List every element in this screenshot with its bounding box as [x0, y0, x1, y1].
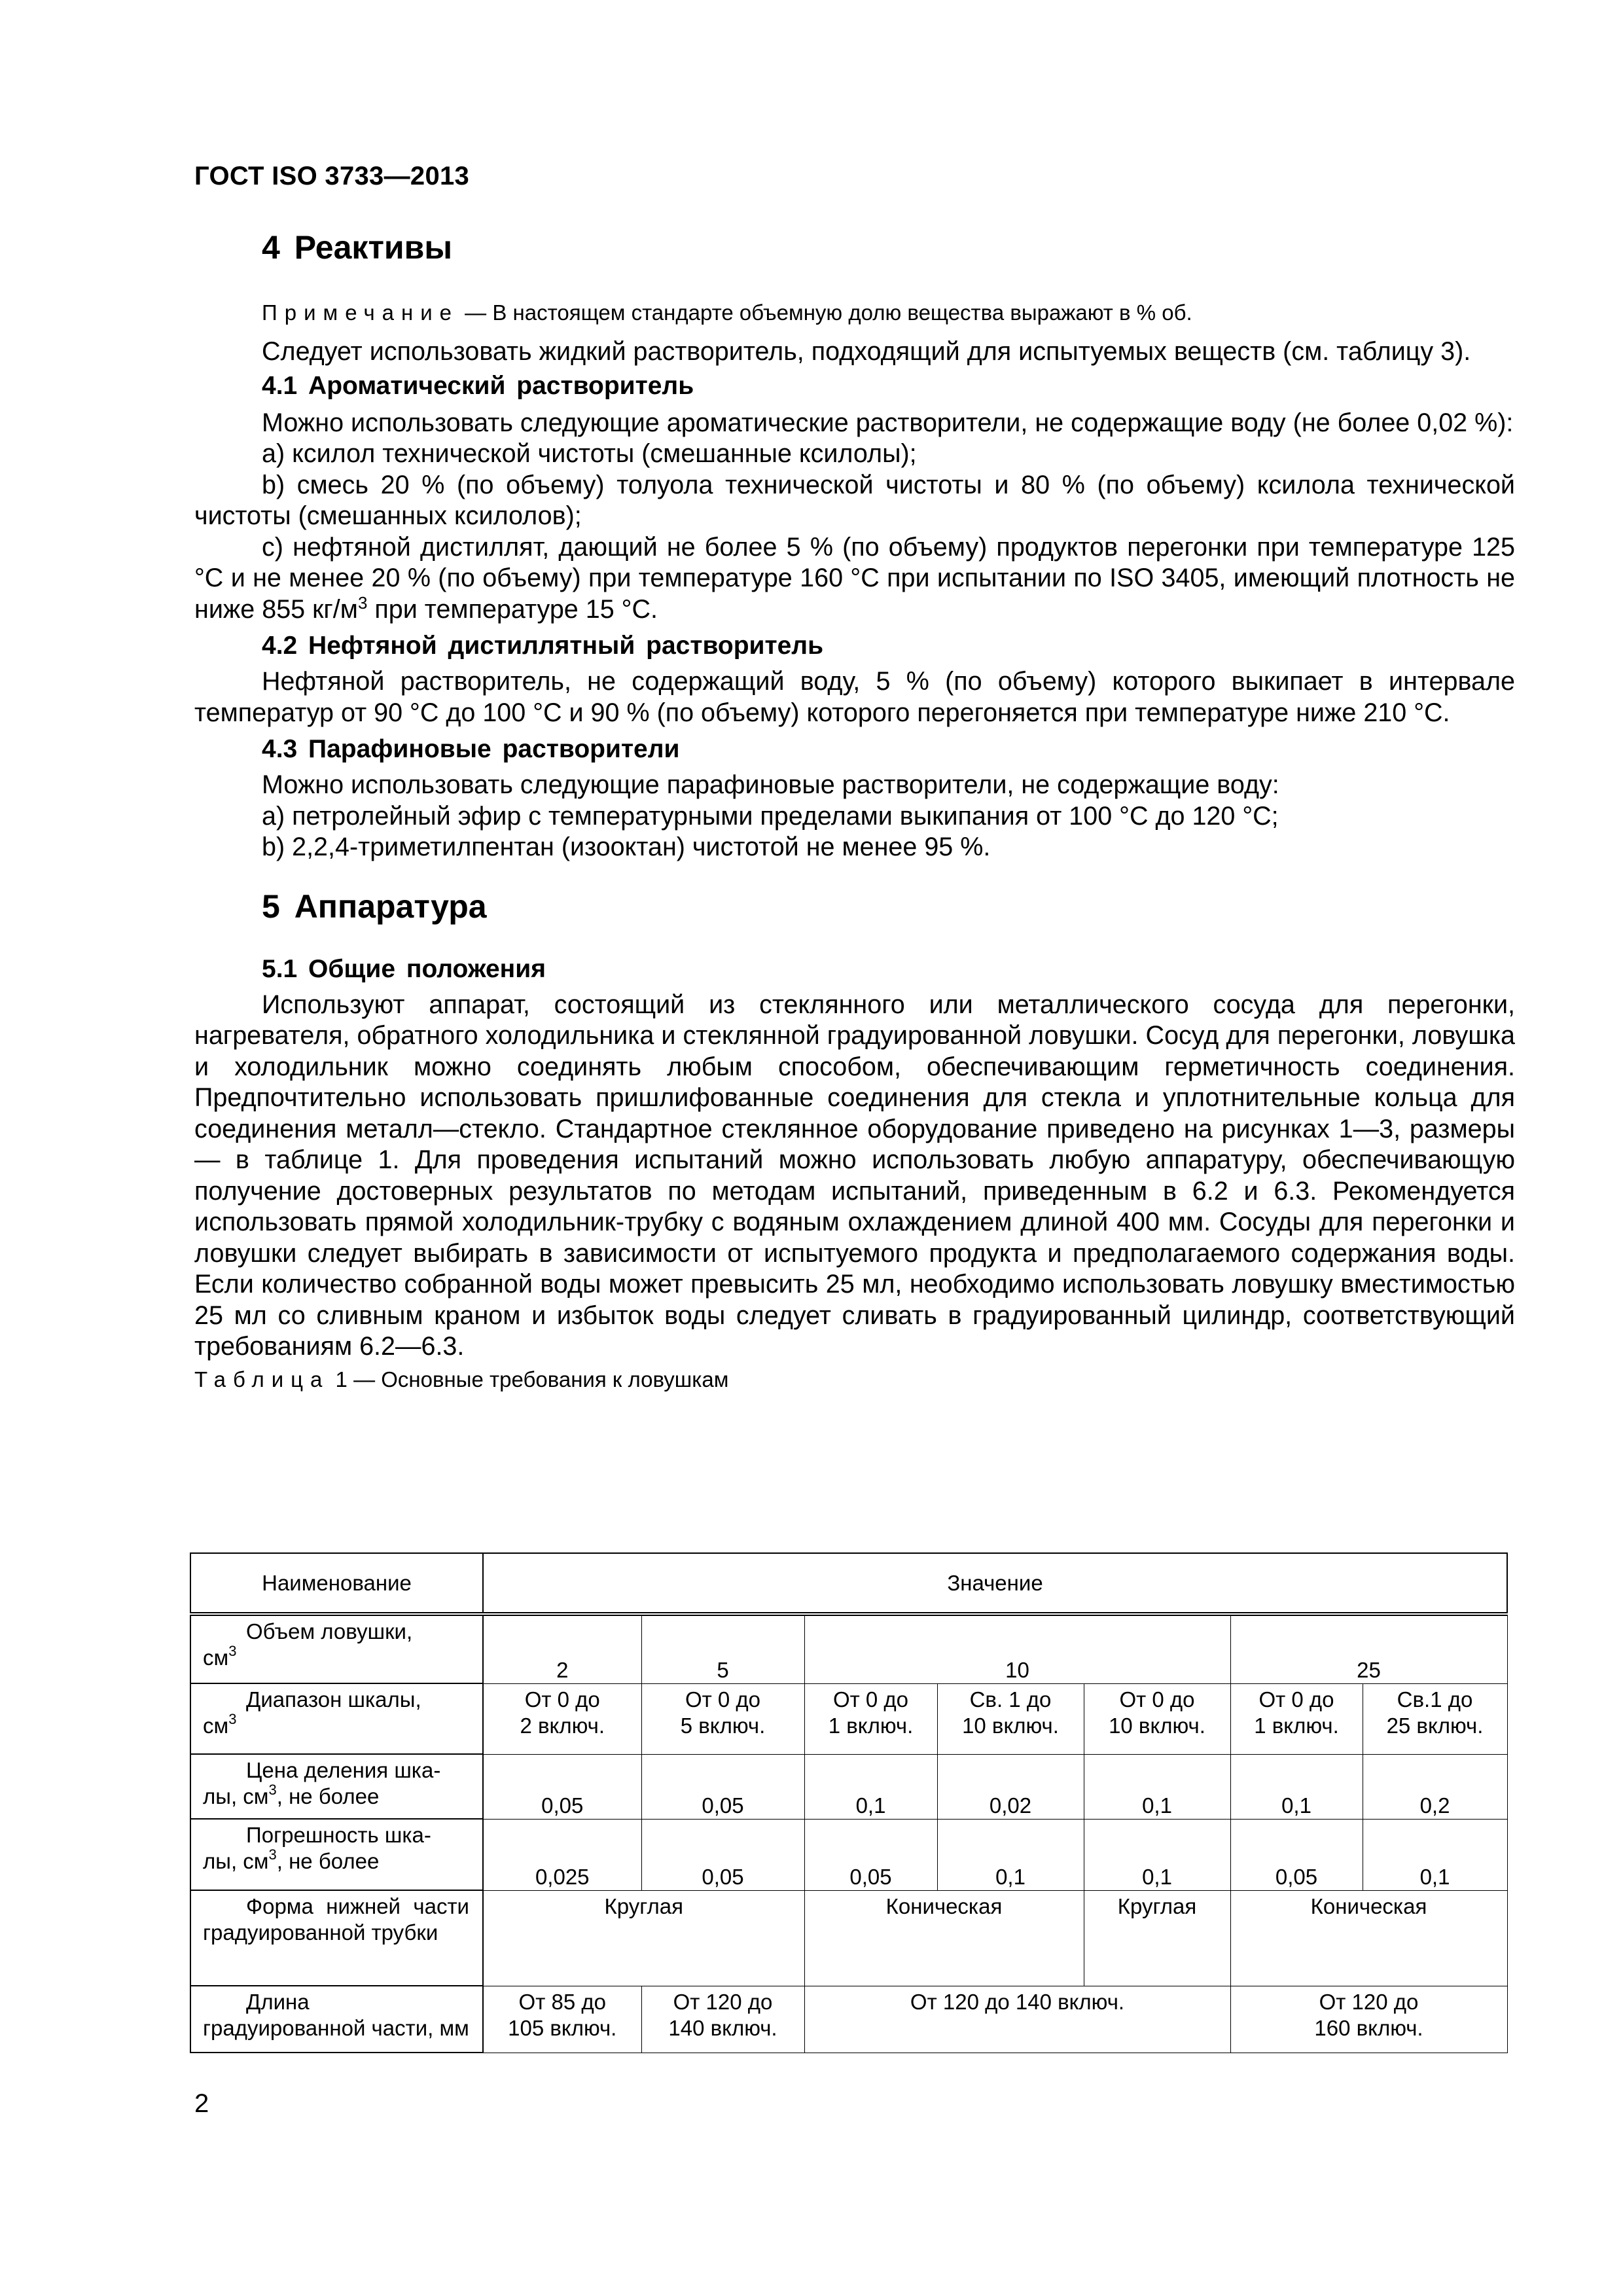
list-item-b: b) 2,2,4-триметилпентан (изооктан) чистотой не менее 95 %. [262, 833, 991, 861]
list-item-a: a) ксилол технической чистоты (смешанные ксилолы); [262, 439, 917, 468]
section-4-intro: Следует использовать жидкий растворитель, подходящий для испытуемых веществ (см. таблицу 3). [262, 337, 1471, 366]
row-label: Цена деления шка- лы, $см^3$, не более [190, 1754, 483, 1819]
table-header-row [190, 1553, 1507, 1614]
table-cell: От 0 до 10 включ. [1084, 1683, 1230, 1754]
table-cell: Коническая [804, 1890, 1084, 1986]
table-cell: От 0 до 5 включ. [641, 1683, 804, 1754]
table-cell: Св.1 до 25 включ. [1363, 1683, 1507, 1754]
row-label: Длина градуированной части, мм [190, 1986, 483, 2053]
subsection-4-3-text: Можно использовать следующие парафиновые растворители, не содержащие воду: [262, 770, 1279, 799]
superscript: 3 [357, 592, 368, 613]
table-cell: От 120 до 140 включ. [804, 1986, 1230, 2053]
table-cell: 0,1 [937, 1819, 1084, 1890]
list-item-b: b) смесь 20 % (по объему) толуола технической чистоты и 80 % (по объему) ксилола технической чистоты (смешанных ксилолов); [194, 470, 1515, 530]
table-cell: От 85 до 105 включ. [483, 1986, 641, 2053]
note-label: Примечание [262, 300, 459, 325]
table-cell: Коническая [1230, 1890, 1507, 1986]
subsection-4-2-text: Нефтяной растворитель, не содержащий воду, 5 % (по объему) которого выкипает в интервале температур от 90 °С до 100 °С и 90 % (по объему) которого перегоняется при температуре ниже 210 °С. [194, 667, 1515, 727]
table-cell: От 0 до 1 включ. [804, 1683, 937, 1754]
subsection-4-2-title: 4.2 Нефтяной дистиллятный растворитель [262, 632, 824, 660]
table-row-shape [190, 1890, 1507, 1986]
list-item-c-tail: при температуре 15 °С. [367, 594, 658, 624]
traps-requirements-table [190, 1552, 1508, 2053]
table-cell: 0,1 [1084, 1819, 1230, 1890]
subsection-4-1-text: Можно использовать следующие ароматические растворители, не содержащие воду (не более 0,02 %): [262, 408, 1514, 437]
list-item-c-text: c) нефтяной дистиллят, дающий не более 5 % (по объему) продуктов перегонки при температуре 125 °С и не менее 20 % (по объему) при температуре 160 °С при испытании по ISO 3405, имеющий плотность не ниже 855 кг/м [194, 532, 1515, 624]
table-cell: 0,1 [1230, 1754, 1363, 1819]
subsection-5-1-title: 5.1 Общие положения [262, 954, 546, 983]
table-cell: 10 [804, 1614, 1230, 1683]
table-caption-text: 1 — Основные требования к ловушкам [329, 1367, 729, 1391]
row-label: Погрешность шка- лы, $см^3$, не более [190, 1819, 483, 1890]
table-cell: 0,05 [1230, 1819, 1363, 1890]
table-row-range [190, 1683, 1507, 1754]
table-cell: От 0 до 2 включ. [483, 1683, 641, 1754]
table-cell: 0,025 [483, 1819, 641, 1890]
table-cell: 0,2 [1363, 1754, 1507, 1819]
table-cell: Круглая [1084, 1890, 1230, 1986]
header-value: Значение [483, 1553, 1507, 1614]
table-cell: 0,1 [804, 1754, 937, 1819]
document-standard-code: ГОСТ ISO 3733—2013 [194, 162, 470, 190]
header-name: Наименование [190, 1553, 483, 1614]
table-cell: 0,1 [1363, 1819, 1507, 1890]
section-4-title: 4 Реактивы [262, 229, 453, 266]
page-number: 2 [194, 2089, 209, 2118]
table-caption [194, 1367, 1515, 1393]
table-cell: Св. 1 до 10 включ. [937, 1683, 1084, 1754]
section-5-title: 5 Аппаратура [262, 888, 487, 925]
table-cell: 0,05 [804, 1819, 937, 1890]
list-item-a: a) петролейный эфир с температурными пределами выкипания от 100 °С до 120 °С; [262, 801, 1279, 831]
list-item-c [194, 532, 1515, 626]
table-row-division [190, 1754, 1507, 1819]
note [194, 298, 1515, 327]
subsection-4-3-title: 4.3 Парафиновые растворители [262, 735, 680, 763]
table-row-length [190, 1986, 1507, 2053]
note-text: — В настоящем стандарте объемную долю вещества выражают в % об. [459, 300, 1192, 325]
table-cell: От 120 до 160 включ. [1230, 1986, 1507, 2053]
table-cell: 0,05 [641, 1819, 804, 1890]
subsection-5-1-text: Используют аппарат, состоящий из стеклянного или металлического сосуда для перегонки, нагревателя, обратного холодильника и стеклянной градуированной ловушки. Сосуд для перегонки, ловушка и холодильник можно соединять любым способом, обеспечивающим герметичность соединения. Предпочтительно использовать пришлифованные соединения для стекла и уплотнительные кольца для соединения металл—стекло. Стандартное стеклянное оборудование приведено на рисунках 1—3, размеры — в таблице 1. Для проведения испытаний можно использовать любую аппаратуру, обеспечивающую получение достоверных результатов по методам испытаний, приведенным в 6.2 и 6.3. Рекомендуется использовать прямой холодильник-трубку с водяным охлаждением длиной 400 мм. Сосуды для перегонки и ловушки следует выбирать в зависимости от испытуемого продукта и предполагаемого содержания воды. Если количество собранной воды может превысить 25 мл, необходимо использовать ловушку вместимостью 25 мл со сливным краном и избыток воды следует сливать в градуированный цилиндр, соответствующий требованиям 6.2—6.3. [194, 990, 1515, 1361]
table-cell: 0,02 [937, 1754, 1084, 1819]
row-label: Диапазон шкалы, $см^3$ [190, 1683, 483, 1754]
table-cell: 5 [641, 1614, 804, 1683]
row-label: Форма нижней части градуированной трубки [190, 1890, 483, 1986]
table-cell: Круглая [483, 1890, 804, 1986]
table-row-volume [190, 1614, 1507, 1683]
table-cell: 0,05 [483, 1754, 641, 1819]
subsection-4-1-title: 4.1 Ароматический растворитель [262, 371, 694, 400]
table-cell: 0,1 [1084, 1754, 1230, 1819]
row-label: Объем ловушки, $см^3$ [190, 1614, 483, 1683]
table-cell: От 0 до 1 включ. [1230, 1683, 1363, 1754]
page-content [194, 228, 1515, 1393]
table-cell: 0,05 [641, 1754, 804, 1819]
table-row-error [190, 1819, 1507, 1890]
table-caption-label: Таблица [194, 1367, 330, 1391]
table-cell: 25 [1230, 1614, 1507, 1683]
table-cell: От 120 до 140 включ. [641, 1986, 804, 2053]
table-cell: 2 [483, 1614, 641, 1683]
